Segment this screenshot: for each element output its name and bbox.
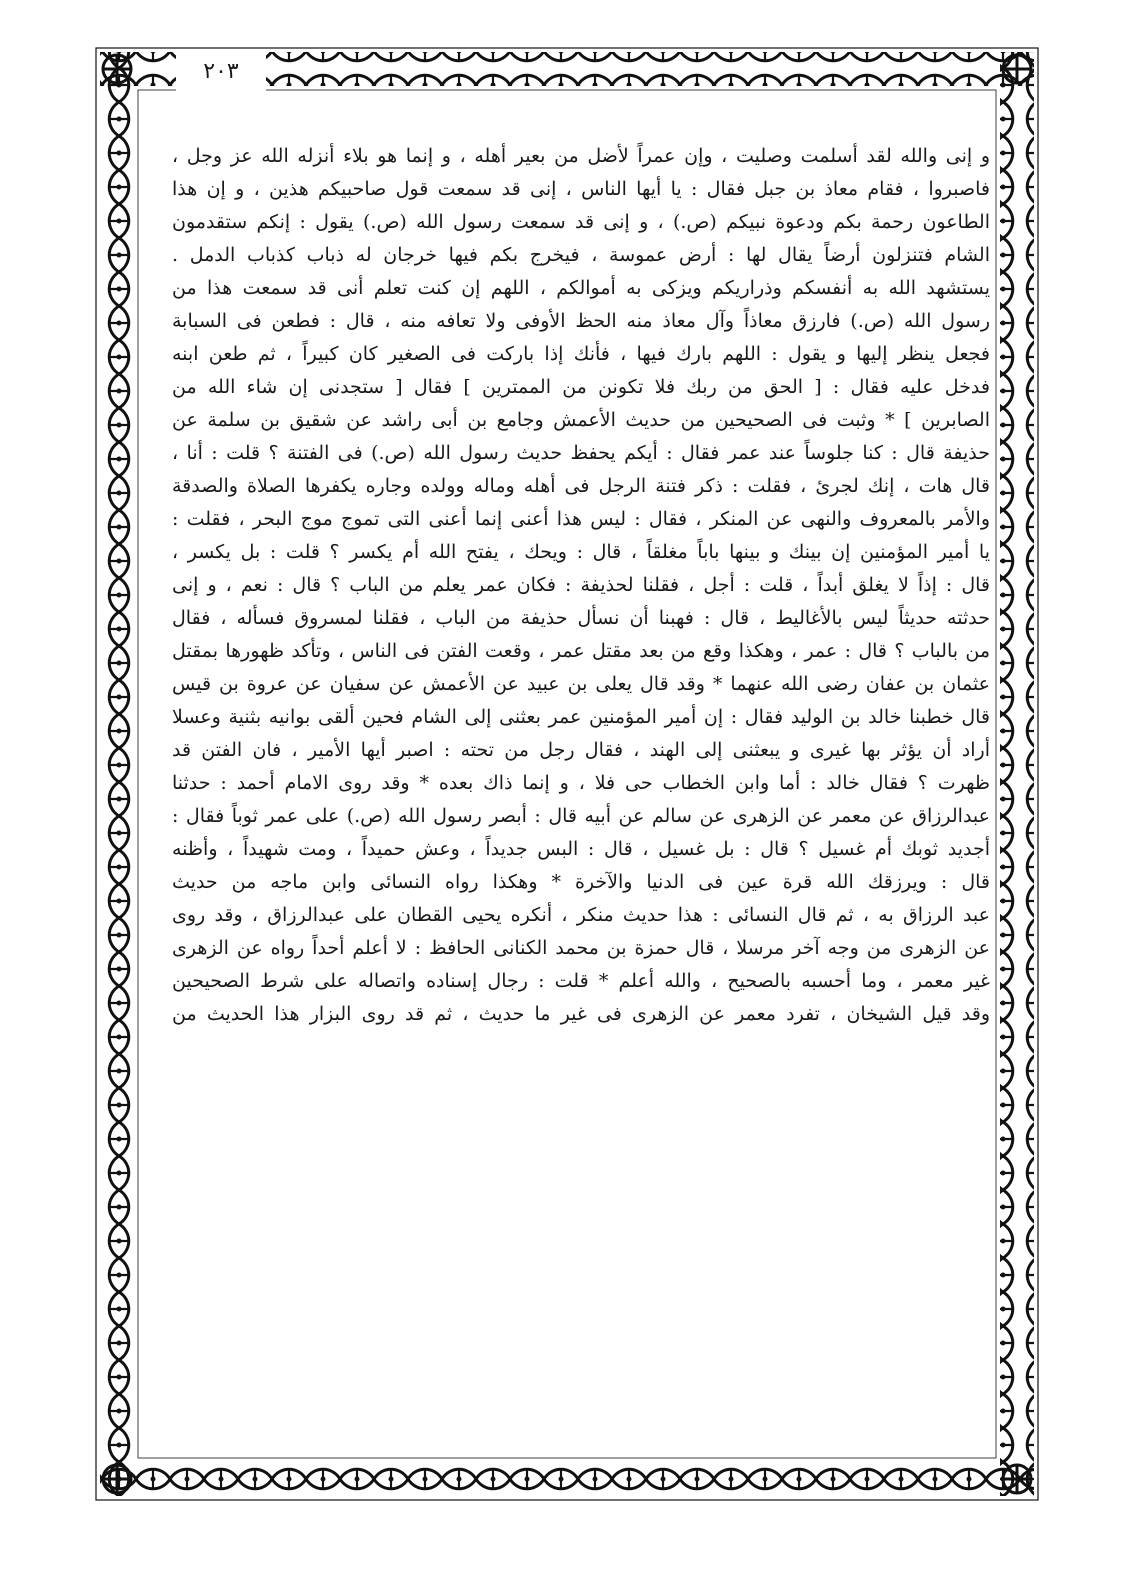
text-line: غير معمر ، وما أحسبه بالصحيح ، والله أعلم * قلت : رجال إسناده واتصاله على شرط الصحيحين (172, 970, 990, 992)
corner-ornament-bottom-right (1003, 1465, 1031, 1493)
text-line: الشام فتنزلون أرضاً يقال لها : أرض عموسة ، فيخرج بكم فيها خرجان له ذباب كذباب الدمل . (172, 244, 990, 266)
text-line: حدثته حديثاً ليس بالأغاليط ، قال : فهبنا أن نسأل حذيفة من الباب ، فقلنا لمسروق فسأله ، فقال (172, 607, 990, 629)
corner-ornament-top-left (103, 55, 131, 83)
text-line: قال : إذاً لا يغلق أبداً ، قلت : أجل ، فقلنا لحذيفة : فكان عمر يعلم من الباب ؟ قال : نعم ، و إنى (172, 574, 990, 596)
page-number: ٢٠٣ (176, 52, 266, 92)
text-line: عبدالرزاق عن معمر عن الزهرى عن سالم عن أبيه قال : أبصر رسول الله (ص.) على عمر ثوباً فقال : (172, 805, 990, 827)
main-text (172, 140, 990, 1430)
text-line: عبد الرزاق به ، ثم قال النسائى : هذا حديث منكر ، أنكره يحيى القطان على عبدالرزاق ، وقد روى (172, 904, 990, 926)
text-line: عن الزهرى من وجه آخر مرسلا ، قال حمزة بن محمد الكنانى الحافظ : لا أعلم أحداً رواه عن الزهرى (172, 937, 990, 959)
text-line: قال خطبنا خالد بن الوليد فقال : إن أمير المؤمنين عمر بعثنى إلى الشام فحين ألقى بوانيه بثنية وعسلا (172, 706, 990, 728)
text-line: وقد قيل الشيخان ، تفرد معمر عن الزهرى فى غير ما حديث ، ثم قد روى البزار هذا الحديث من (172, 1003, 990, 1025)
text-line: يا أمير المؤمنين إن بينك و بينها باباً مغلقاً ، قال : ويحك ، يفتح الله أم يكسر ؟ قلت : بل يكسر ، (172, 541, 990, 563)
text-line: قال هات ، إنك لجرئ ، فقلت : ذكر فتنة الرجل فى أهله وماله وولده وجاره يكفرها الصلاة والصدقة (172, 475, 990, 497)
text-line: أراد أن يؤثر بها غيرى و يبعثنى إلى الهند ، فقال رجل من تحته : اصبر أيها الأمير ، فان الفتن قد (172, 739, 990, 761)
text-line: فاصبروا ، فقام معاذ بن جبل فقال : يا أيها الناس ، إنى قد سمعت قول صاحبيكم هذين ، و إن هذا (172, 178, 990, 200)
text-line: عثمان بن عفان رضى الله عنهما * وقد قال يعلى بن عبيد عن الأعمش عن سفيان عن عروة بن قيس (172, 673, 990, 695)
text-line: والأمر بالمعروف والنهى عن المنكر ، فقال : ليس هذا أعنى إنما أعنى التى تموج موج البحر ، فقلت : (172, 508, 990, 530)
text-line: حذيفة قال : كنا جلوساً عند عمر فقال : أيكم يحفظ حديث رسول الله (ص.) فى الفتنة ؟ قلت : أنا ، (172, 442, 990, 464)
corner-ornament-bottom-left (103, 1465, 131, 1493)
border-left (100, 52, 134, 1496)
text-line: يستشهد الله به أنفسكم وذراريكم ويزكى به أموالكم ، اللهم إن كنت تعلم أنى قد سمعت هذا من (172, 277, 990, 299)
text-line: فجعل ينظر إليها و يقول : اللهم بارك فيها ، فأنك إذا باركت فى الصغير كان كبيراً ، ثم طعن ابنه (172, 343, 990, 365)
text-line: فدخل عليه فقال : [ الحق من ربك فلا تكونن من الممترين ] فقال [ ستجدنى إن شاء الله من (172, 376, 990, 398)
text-line: الصابرين ] * وثبت فى الصحيحين من حديث الأعمش وجامع بن أبى راشد عن شقيق بن سلمة عن (172, 409, 990, 431)
text-line: قال : ويرزقك الله قرة عين فى الدنيا والآخرة * وهكذا رواه النسائى وابن ماجه من حديث (172, 871, 990, 893)
text-line: من بالباب ؟ قال : عمر ، وهكذا وقع من بعد مقتل عمر ، وقعت الفتن فى الناس ، وتأكد ظهورها بمقتل (172, 640, 990, 662)
text-line: و إنى والله لقد أسلمت وصليت ، وإن عمراً لأضل من بعير أهله ، و إنما هو بلاء أنزله الله عز وجل ، (172, 145, 990, 167)
border-right (1000, 52, 1034, 1496)
text-line: أجديد ثوبك أم غسيل ؟ قال : بل غسيل ، قال : البس جديداً ، وعش حميداً ، ومت شهيداً ، وأظنه (172, 838, 990, 860)
border-bottom (100, 1462, 1034, 1496)
text-line: ظهرت ؟ فقال خالد : أما وابن الخطاب حى فلا ، و إنما ذاك بعده * وقد روى الامام أحمد : حدثنا (172, 772, 990, 794)
corner-ornament-top-right (1003, 55, 1031, 83)
text-line: الطاعون رحمة بكم ودعوة نبيكم (ص.) ، و إنى قد سمعت رسول الله (ص.) يقول : إنكم ستقدمون (172, 211, 990, 233)
text-line: رسول الله (ص.) فارزق معاذاً وآل معاذ منه الحظ الأوفى ولا تعافه منه ، قال : فطعن فى السبابة (172, 310, 990, 332)
